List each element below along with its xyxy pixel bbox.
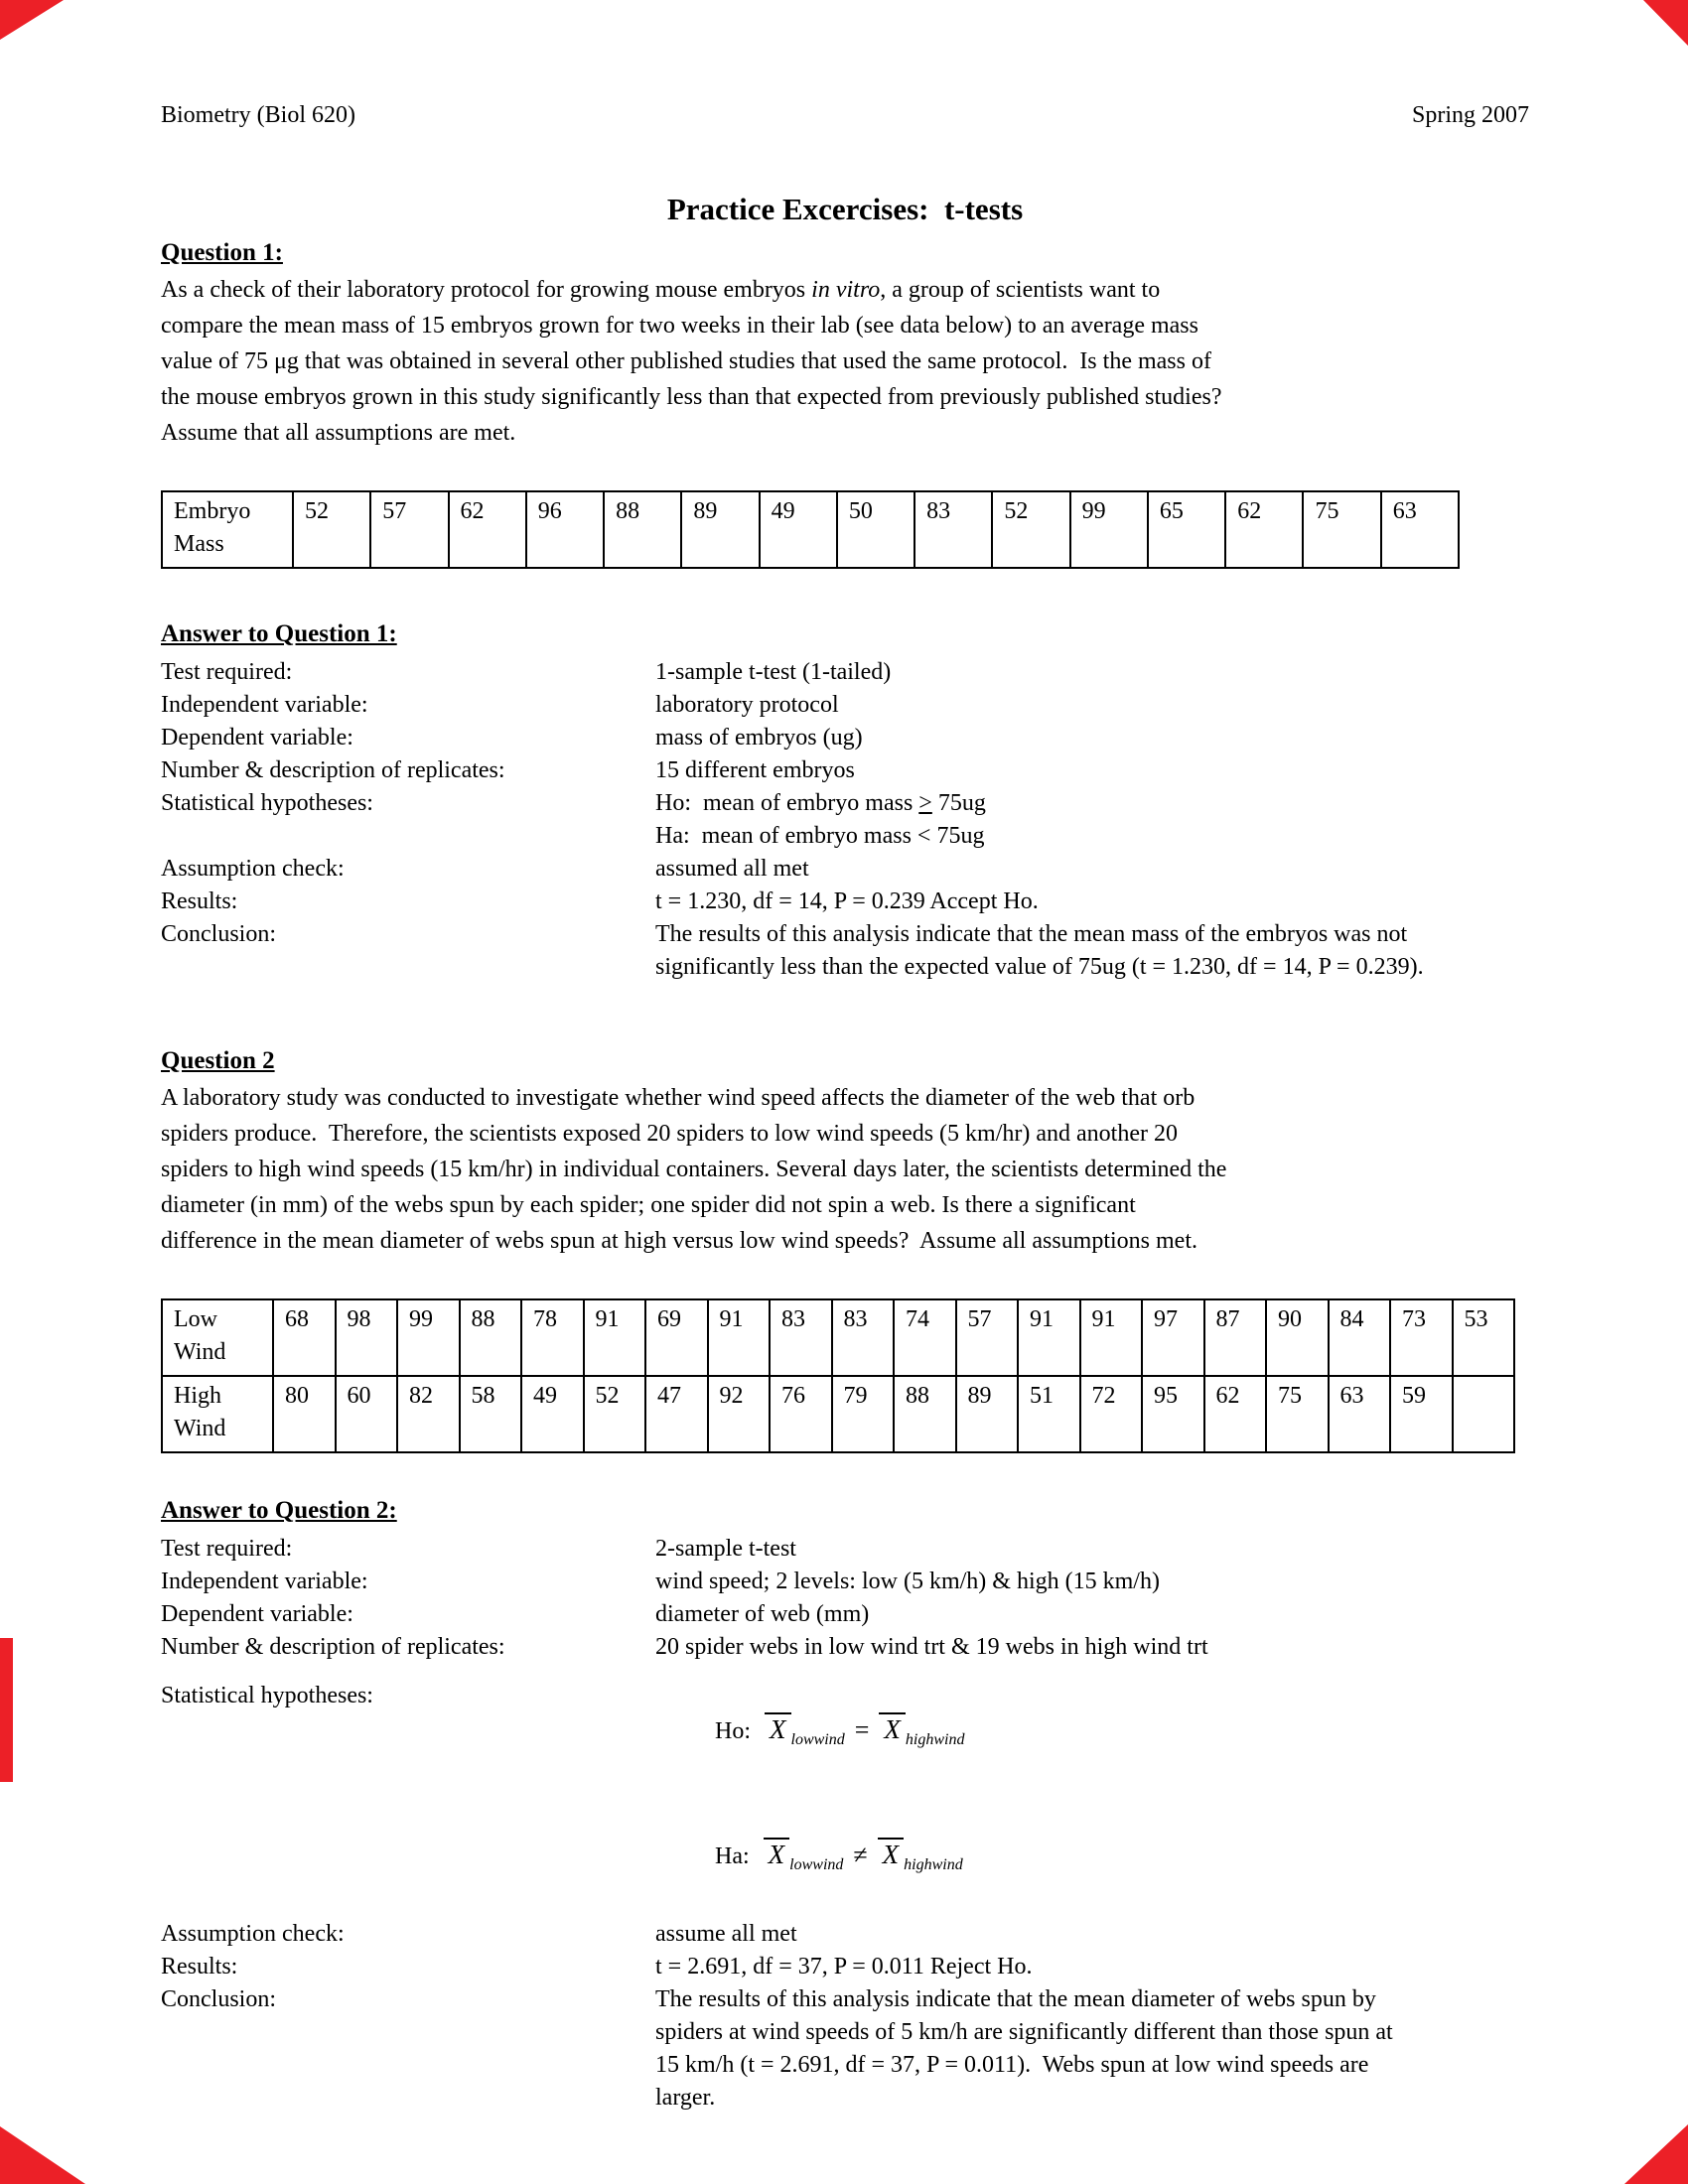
low-wind-cell: 53 <box>1453 1299 1515 1376</box>
ha-formula <box>715 1838 963 1881</box>
table-row <box>162 491 1459 568</box>
ho-formula <box>715 1712 964 1756</box>
field-value: 2-sample t-test <box>655 1536 796 1562</box>
low-wind-cell: 87 <box>1204 1299 1267 1376</box>
xbar-symbol: X <box>764 1838 790 1868</box>
null-hypothesis <box>655 1680 1529 1789</box>
embryo-mass-cell: 96 <box>526 491 604 568</box>
high-wind-cell: 72 <box>1080 1376 1143 1452</box>
high-wind-cell: 80 <box>273 1376 336 1452</box>
answer-row <box>161 1918 1529 1951</box>
conclusion-line: The results of this analysis indicate that the mean diameter of webs spun by <box>655 1986 1376 2012</box>
field-value: diameter of web (mm) <box>655 1601 870 1627</box>
high-wind-cell: 89 <box>956 1376 1019 1452</box>
answer-row <box>161 722 1529 754</box>
answer-row <box>161 787 1529 820</box>
paragraph-line: Assume that all assumptions are met. <box>161 420 516 446</box>
field-value: t = 1.230, df = 14, P = 0.239 Accept Ho. <box>655 888 1039 914</box>
paragraph-line: spiders to high wind speeds (15 km/hr) in individual containers. Several days later, the scientists determined the <box>161 1157 1227 1182</box>
low-wind-cell: 88 <box>460 1299 522 1376</box>
field-label: Test required: <box>161 1536 293 1562</box>
answer-row <box>161 918 1529 984</box>
paragraph-line: spiders produce. Therefore, the scientists exposed 20 spiders to low wind speeds (5 km/hr) and another 20 <box>161 1121 1178 1147</box>
answer-2-block <box>161 1533 1529 2115</box>
alt-hypothesis: Ha: mean of embryo mass < 75ug <box>655 823 985 849</box>
scan-artifact-bottom-left <box>0 2126 85 2184</box>
paragraph-line <box>161 272 1529 308</box>
paragraph-line: diameter (in mm) of the webs spun by each spider; one spider did not spin a web. Is there a significant <box>161 1192 1136 1218</box>
low-wind-cell: 84 <box>1329 1299 1391 1376</box>
conclusion-line: larger. <box>655 2085 716 2111</box>
high-wind-cell: 59 <box>1390 1376 1453 1452</box>
paragraph-line: value of 75 μg that was obtained in several other published studies that used the same protocol. Is the mass of <box>161 348 1211 374</box>
embryo-mass-cell: 83 <box>914 491 992 568</box>
high-wind-cell: 49 <box>521 1376 584 1452</box>
null-hypothesis <box>655 787 1529 820</box>
embryo-mass-cell: 99 <box>1070 491 1148 568</box>
subscript-highwind: highwind <box>905 1731 965 1748</box>
embryo-mass-cell: 62 <box>1225 491 1303 568</box>
hypothesis-text: Ho: mean of embryo mass <box>655 790 919 816</box>
term-label: Spring 2007 <box>1411 102 1529 128</box>
conclusion-line: 15 km/h (t = 2.691, df = 37, P = 0.011). Webs spun at low wind speeds are <box>655 2052 1369 2078</box>
subscript-highwind: highwind <box>904 1856 963 1873</box>
high-wind-cell: 92 <box>708 1376 771 1452</box>
answer-row <box>161 1680 1529 1789</box>
field-label: Statistical hypotheses: <box>161 1683 373 1708</box>
high-wind-cell: 58 <box>460 1376 522 1452</box>
high-wind-cell: 79 <box>832 1376 895 1452</box>
embryo-mass-table <box>161 490 1460 569</box>
xbar-highwind <box>878 1838 963 1881</box>
gte-operator: > <box>918 790 932 816</box>
answer-1-heading: Answer to Question 1: <box>161 620 397 647</box>
high-wind-cell: 51 <box>1018 1376 1080 1452</box>
field-value: mass of embryos (ug) <box>655 725 863 751</box>
high-wind-cell: 88 <box>894 1376 956 1452</box>
scan-artifact-bottom-right <box>1624 2124 1688 2184</box>
question-2-paragraph <box>161 1080 1529 1259</box>
low-wind-cell: 73 <box>1390 1299 1453 1376</box>
xbar-lowwind <box>764 1838 844 1881</box>
paragraph-text: As a check of their laboratory protocol for growing mouse embryos <box>161 277 812 303</box>
low-wind-cell: 91 <box>1018 1299 1080 1376</box>
embryo-mass-cell: 65 <box>1148 491 1225 568</box>
answer-row <box>161 1983 1529 2115</box>
table-row-low-wind <box>162 1299 1514 1376</box>
answer-2-heading: Answer to Question 2: <box>161 1497 397 1524</box>
field-value: 20 spider webs in low wind trt & 19 webs in high wind trt <box>655 1634 1208 1660</box>
answer-row <box>161 1805 1529 1914</box>
high-wind-cell: 52 <box>584 1376 646 1452</box>
subscript-lowwind: lowwind <box>789 1856 844 1873</box>
field-label: Dependent variable: <box>161 1601 353 1627</box>
low-wind-cell: 91 <box>1080 1299 1143 1376</box>
conclusion-line: significantly less than the expected value of 75ug (t = 1.230, df = 14, P = 0.239). <box>655 954 1424 980</box>
high-wind-cell: 60 <box>336 1376 398 1452</box>
paragraph-text: , a group of scientists want to <box>880 277 1161 303</box>
high-wind-cell: 63 <box>1329 1376 1391 1452</box>
question-1-paragraph <box>161 272 1529 451</box>
embryo-mass-cell: 88 <box>604 491 681 568</box>
low-wind-cell: 68 <box>273 1299 336 1376</box>
answer-row <box>161 656 1529 689</box>
xbar-highwind <box>879 1712 964 1756</box>
conclusion-line: spiders at wind speeds of 5 km/h are significantly different than those spun at <box>655 2019 1393 2045</box>
embryo-mass-cell: 89 <box>681 491 759 568</box>
answer-row <box>161 754 1529 787</box>
field-value: assume all met <box>655 1921 797 1947</box>
field-value: 15 different embryos <box>655 757 855 783</box>
low-wind-cell: 91 <box>708 1299 771 1376</box>
paragraph-line: the mouse embryos grown in this study significantly less than that expected from previously published studies? <box>161 384 1222 410</box>
low-wind-cell: 78 <box>521 1299 584 1376</box>
field-label: Independent variable: <box>161 692 368 718</box>
row-label-cell: Low Wind <box>162 1299 273 1376</box>
field-label: Independent variable: <box>161 1569 368 1594</box>
answer-row <box>161 886 1529 918</box>
field-label: Number & description of replicates: <box>161 757 505 783</box>
field-label: Conclusion: <box>161 921 277 947</box>
field-value: wind speed; 2 levels: low (5 km/h) & high (15 km/h) <box>655 1569 1160 1594</box>
xbar-lowwind <box>765 1712 845 1756</box>
conclusion-text <box>655 1983 1529 2115</box>
answer-row <box>161 1566 1529 1598</box>
field-label: Conclusion: <box>161 1986 277 2012</box>
hypothesis-label: Ho: <box>715 1718 751 1744</box>
row-label-cell: High Wind <box>162 1376 273 1452</box>
field-label <box>161 1805 655 1914</box>
high-wind-cell: 82 <box>397 1376 460 1452</box>
high-wind-cell: 62 <box>1204 1376 1267 1452</box>
low-wind-cell: 98 <box>336 1299 398 1376</box>
field-label: Assumption check: <box>161 1921 345 1947</box>
low-wind-cell: 90 <box>1266 1299 1329 1376</box>
embryo-mass-cell: 50 <box>837 491 914 568</box>
field-label: Statistical hypotheses: <box>161 790 373 816</box>
answer-row <box>161 1951 1529 1983</box>
embryo-mass-cell: 63 <box>1381 491 1459 568</box>
embryo-mass-cell: 52 <box>992 491 1069 568</box>
low-wind-cell: 99 <box>397 1299 460 1376</box>
field-value: 1-sample t-test (1-tailed) <box>655 659 892 685</box>
embryo-mass-cell: 52 <box>293 491 370 568</box>
high-wind-cell: 47 <box>645 1376 708 1452</box>
embryo-mass-cell: 62 <box>449 491 526 568</box>
question-1-heading: Question 1: <box>161 239 283 266</box>
high-wind-cell: 95 <box>1142 1376 1204 1452</box>
low-wind-cell: 69 <box>645 1299 708 1376</box>
embryo-mass-cell: 57 <box>370 491 448 568</box>
field-label: Number & description of replicates: <box>161 1634 505 1660</box>
italic-phrase: in vitro <box>811 277 881 303</box>
conclusion-line: The results of this analysis indicate that the mean mass of the embryos was not <box>655 921 1408 947</box>
answer-row <box>161 1533 1529 1566</box>
course-name: Biometry (Biol 620) <box>161 102 355 128</box>
answer-row <box>161 1631 1529 1664</box>
field-value: assumed all met <box>655 856 809 882</box>
hypothesis-label: Ha: <box>715 1843 750 1869</box>
high-wind-cell: 75 <box>1266 1376 1329 1452</box>
low-wind-cell: 83 <box>832 1299 895 1376</box>
page-title: Practice Excercises: t-tests <box>666 192 1024 226</box>
embryo-mass-cell: 49 <box>760 491 837 568</box>
table-row-high-wind <box>162 1376 1514 1452</box>
page-header <box>161 99 1529 132</box>
field-label: Results: <box>161 1954 238 1979</box>
xbar-symbol: X <box>765 1712 791 1743</box>
low-wind-cell: 74 <box>894 1299 956 1376</box>
high-wind-cell <box>1453 1376 1515 1452</box>
answer-1-block <box>161 656 1529 984</box>
paragraph-line: compare the mean mass of 15 embryos grown for two weeks in their lab (see data below) to an average mass <box>161 313 1198 339</box>
alt-hypothesis <box>655 1805 1529 1914</box>
wind-web-table <box>161 1298 1515 1453</box>
paragraph-lines <box>161 308 1529 451</box>
low-wind-cell: 91 <box>584 1299 646 1376</box>
field-value: t = 2.691, df = 37, P = 0.011 Reject Ho. <box>655 1954 1033 1979</box>
low-wind-cell: 97 <box>1142 1299 1204 1376</box>
answer-row <box>161 820 1529 853</box>
answer-row <box>161 689 1529 722</box>
row-label-cell: Embryo Mass <box>162 491 293 568</box>
field-label: Test required: <box>161 659 293 685</box>
field-label: Assumption check: <box>161 856 345 882</box>
field-value: laboratory protocol <box>655 692 839 718</box>
low-wind-cell: 57 <box>956 1299 1019 1376</box>
embryo-mass-cell: 75 <box>1303 491 1380 568</box>
hypothesis-text: 75ug <box>931 790 986 816</box>
not-equals-operator: ≠ <box>853 1841 868 1869</box>
subscript-lowwind: lowwind <box>790 1731 845 1748</box>
field-label: Dependent variable: <box>161 725 353 751</box>
xbar-symbol: X <box>878 1838 905 1868</box>
answer-row <box>161 853 1529 886</box>
field-label: Results: <box>161 888 238 914</box>
equals-operator: = <box>854 1715 870 1744</box>
xbar-symbol: X <box>879 1712 906 1743</box>
field-label <box>161 820 655 853</box>
low-wind-cell: 83 <box>770 1299 832 1376</box>
paragraph-line: difference in the mean diameter of webs spun at high versus low wind speeds? Assume all assumptions met. <box>161 1228 1197 1254</box>
question-2-heading: Question 2 <box>161 1047 275 1074</box>
high-wind-cell: 76 <box>770 1376 832 1452</box>
conclusion-text <box>655 918 1529 984</box>
scan-artifact-left-edge <box>0 1638 13 1782</box>
answer-row <box>161 1598 1529 1631</box>
paragraph-line: A laboratory study was conducted to investigate whether wind speed affects the diameter of the web that orb <box>161 1085 1196 1111</box>
